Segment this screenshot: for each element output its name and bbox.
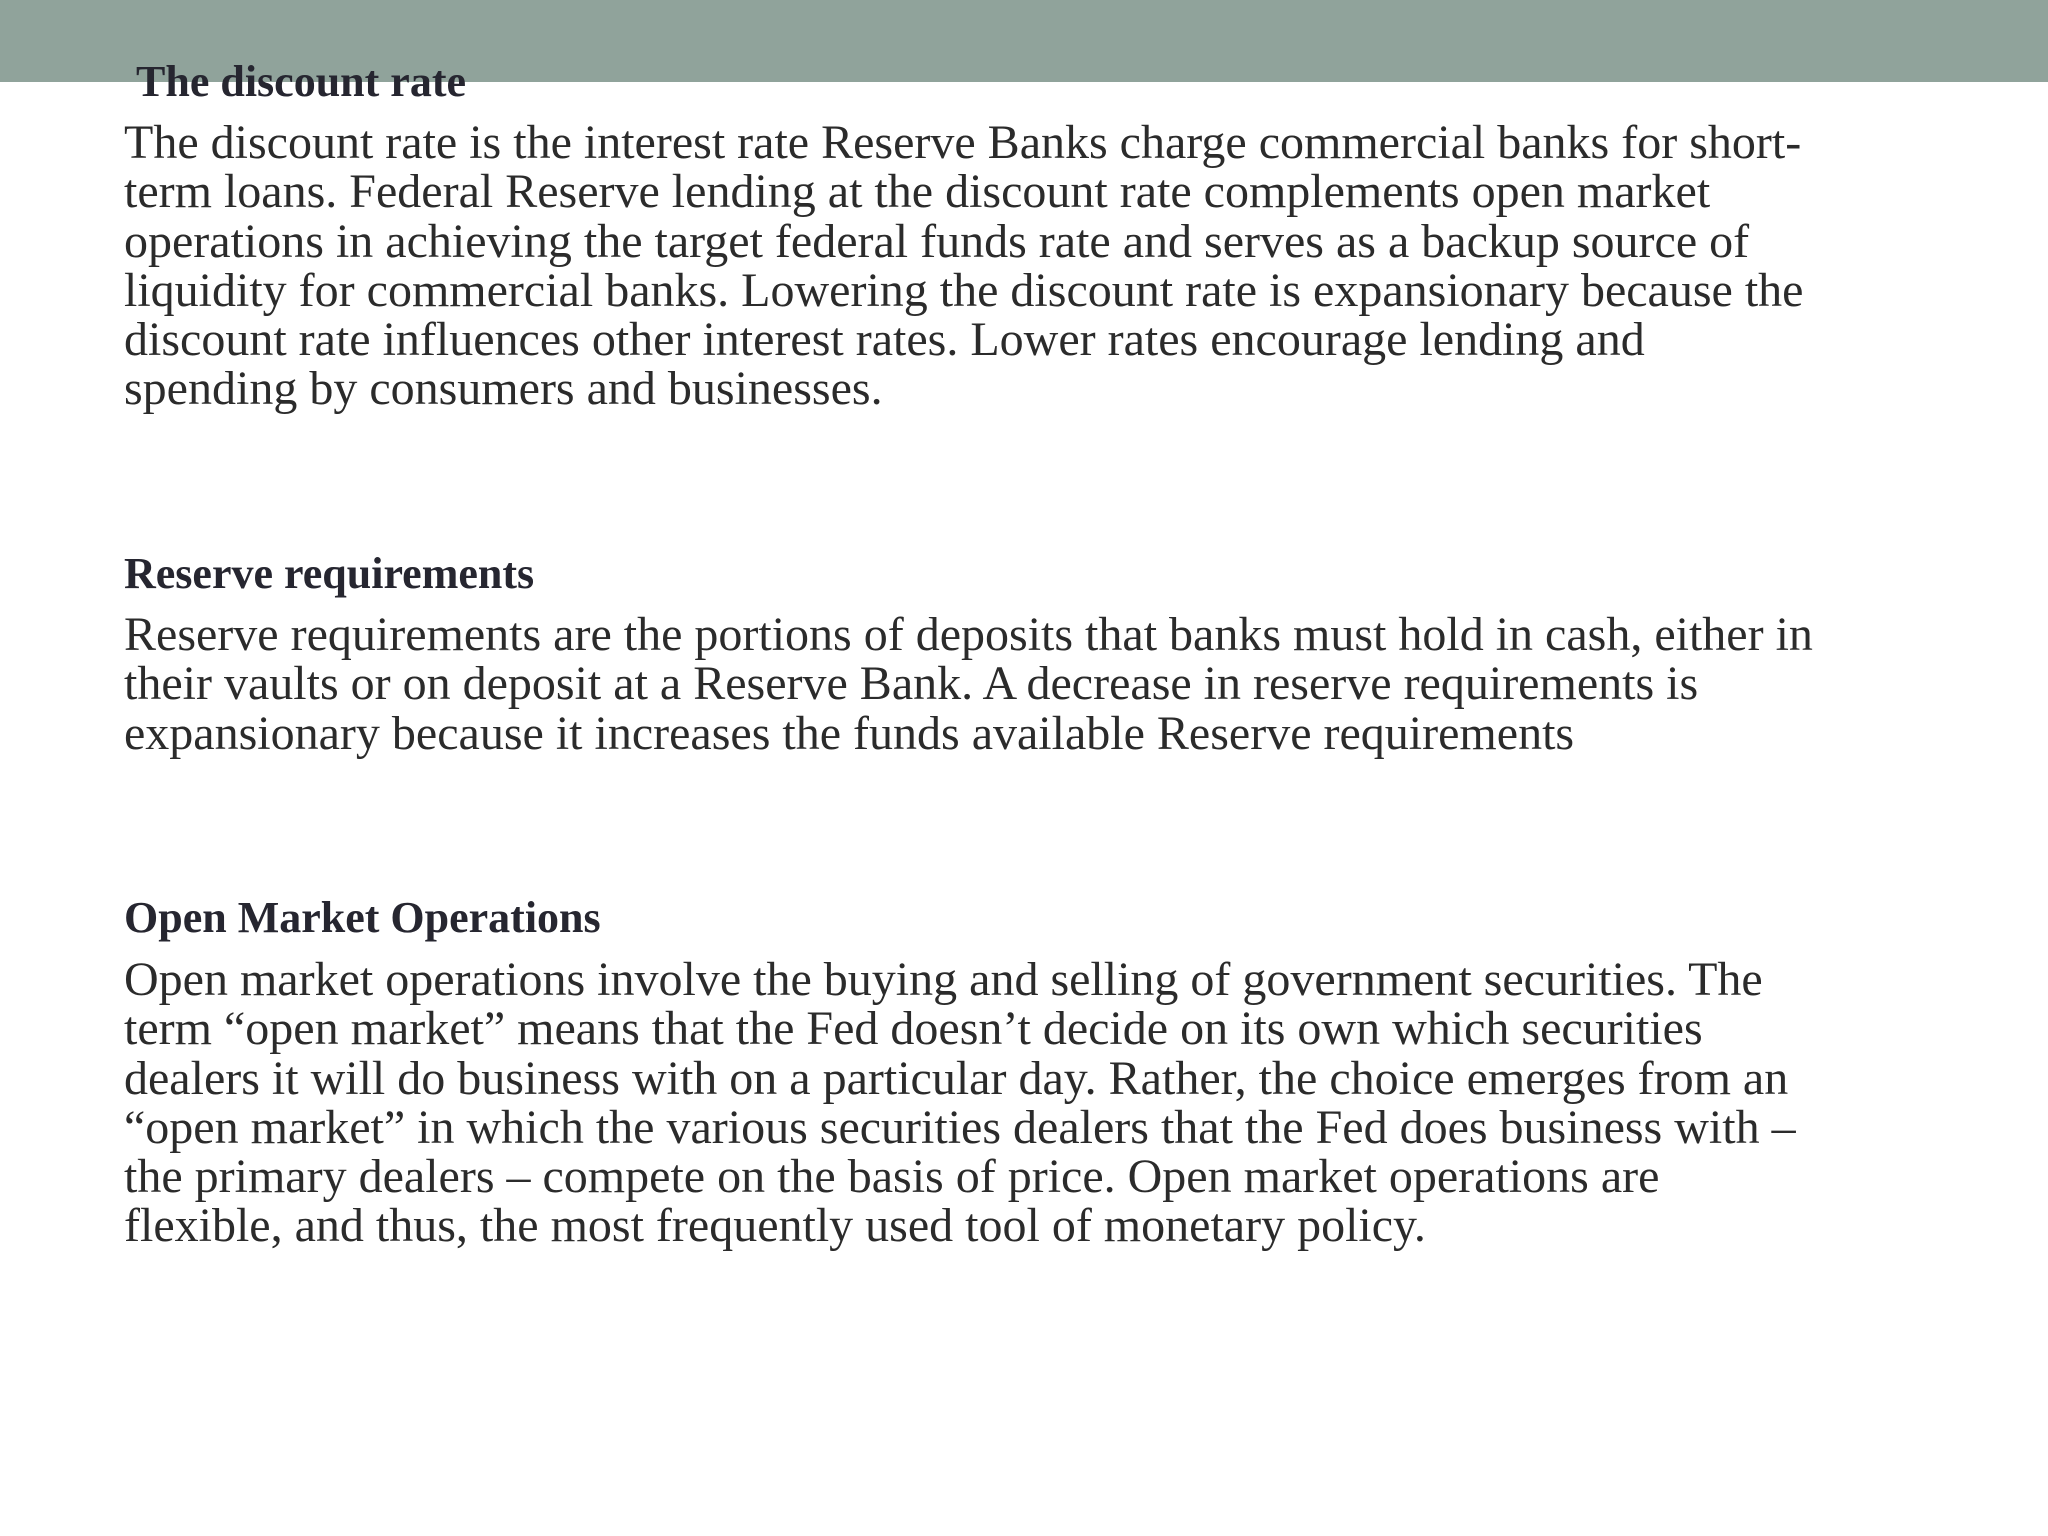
text-line: operations in achieving the target federal funds rate and serves as a backup source of [124, 214, 1750, 268]
text-line: “open market” in which the various securities dealers that the Fed does business with – [124, 1100, 1796, 1154]
text-line: term “open market” means that the Fed doesn’t decide on its own which securities [124, 1002, 1703, 1056]
text-line: spending by consumers and businesses. [124, 362, 883, 416]
text-line: The discount rate is the interest rate Reserve Banks charge commercial banks for short- [124, 116, 1802, 169]
text-line: expansionary because it increases the funds available Reserve requirements [124, 706, 1575, 760]
text-line: liquidity for commercial banks. Lowering the discount rate is expansionary because the [124, 263, 1804, 317]
text-line: term loans. Federal Reserve lending at the discount rate complements open market [124, 165, 1711, 219]
heading-discount-rate: The discount rate [136, 57, 466, 106]
text-line: dealers it will do business with on a particular day. Rather, the choice emerges from an [124, 1051, 1789, 1105]
paragraph-open-market-operations [124, 955, 2034, 1251]
paragraph-reserve-requirements [124, 610, 2034, 758]
heading-reserve-requirements: Reserve requirements [124, 549, 535, 598]
text-line: Reserve requirements are the portions of deposits that banks must hold in cash, either in [124, 608, 1813, 661]
text-line: their vaults or on deposit at a Reserve Bank. A decrease in reserve requirements is [124, 657, 1699, 711]
paragraph-discount-rate [124, 118, 2034, 414]
text-line: discount rate influences other interest rates. Lower rates encourage lending and [124, 313, 1645, 367]
text-line: the primary dealers – compete on the basis of price. Open market operations are [124, 1150, 1660, 1204]
text-line: flexible, and thus, the most frequently used tool of monetary policy. [124, 1199, 1426, 1253]
heading-open-market-operations: Open Market Operations [124, 893, 601, 942]
text-line: Open market operations involve the buying and selling of government securities. The [124, 953, 1763, 1006]
